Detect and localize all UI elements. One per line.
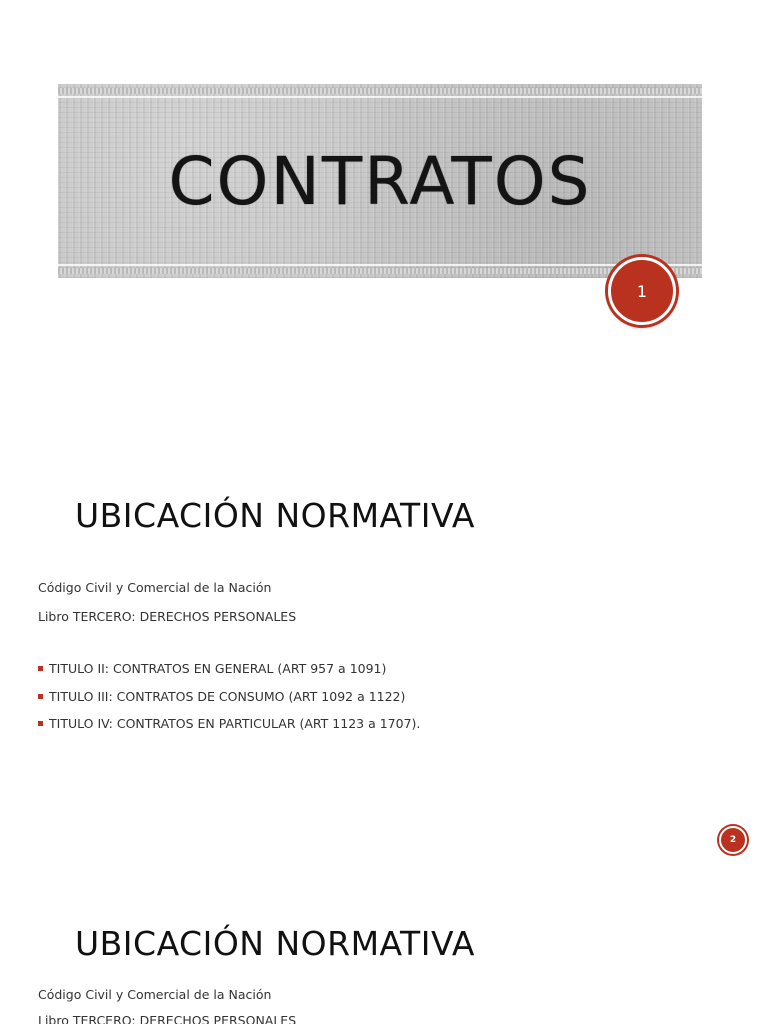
slide-1 (0, 0, 768, 410)
bullet-text: TITULO II: CONTRATOS EN GENERAL (ART 957 a 1091) (49, 661, 387, 676)
body-line: Código Civil y Comercial de la Nación (38, 987, 272, 1002)
bullet-square-icon (38, 721, 43, 726)
slide-2 (0, 410, 768, 880)
bullet-square-icon (38, 694, 43, 699)
slide-3 (0, 880, 768, 1024)
bullet-item (38, 716, 420, 731)
bullet-text: TITULO III: CONTRATOS DE CONSUMO (ART 1092 a 1122) (49, 689, 406, 704)
page-number-badge: 1 (608, 257, 676, 325)
bullet-text: TITULO IV: CONTRATOS EN PARTICULAR (ART 1123 a 1707). (49, 716, 421, 731)
banner-bottom-line (58, 264, 702, 266)
bullet-item (38, 689, 405, 704)
banner-bottom-stripe (58, 268, 702, 274)
body-line: Libro TERCERO: DERECHOS PERSONALES (38, 609, 297, 624)
body-line: Libro TERCERO: DERECHOS PERSONALES (38, 1013, 297, 1024)
bullet-item (38, 661, 386, 676)
body-line: Código Civil y Comercial de la Nación (38, 580, 272, 595)
bullet-square-icon (38, 666, 43, 671)
slide-heading: UBICACIÓN NORMATIVA (75, 496, 475, 535)
page-number-badge: 2 (719, 826, 747, 854)
title-banner (58, 84, 702, 278)
slide-heading: UBICACIÓN NORMATIVA (75, 924, 475, 963)
slide-title: CONTRATOS (168, 142, 592, 220)
